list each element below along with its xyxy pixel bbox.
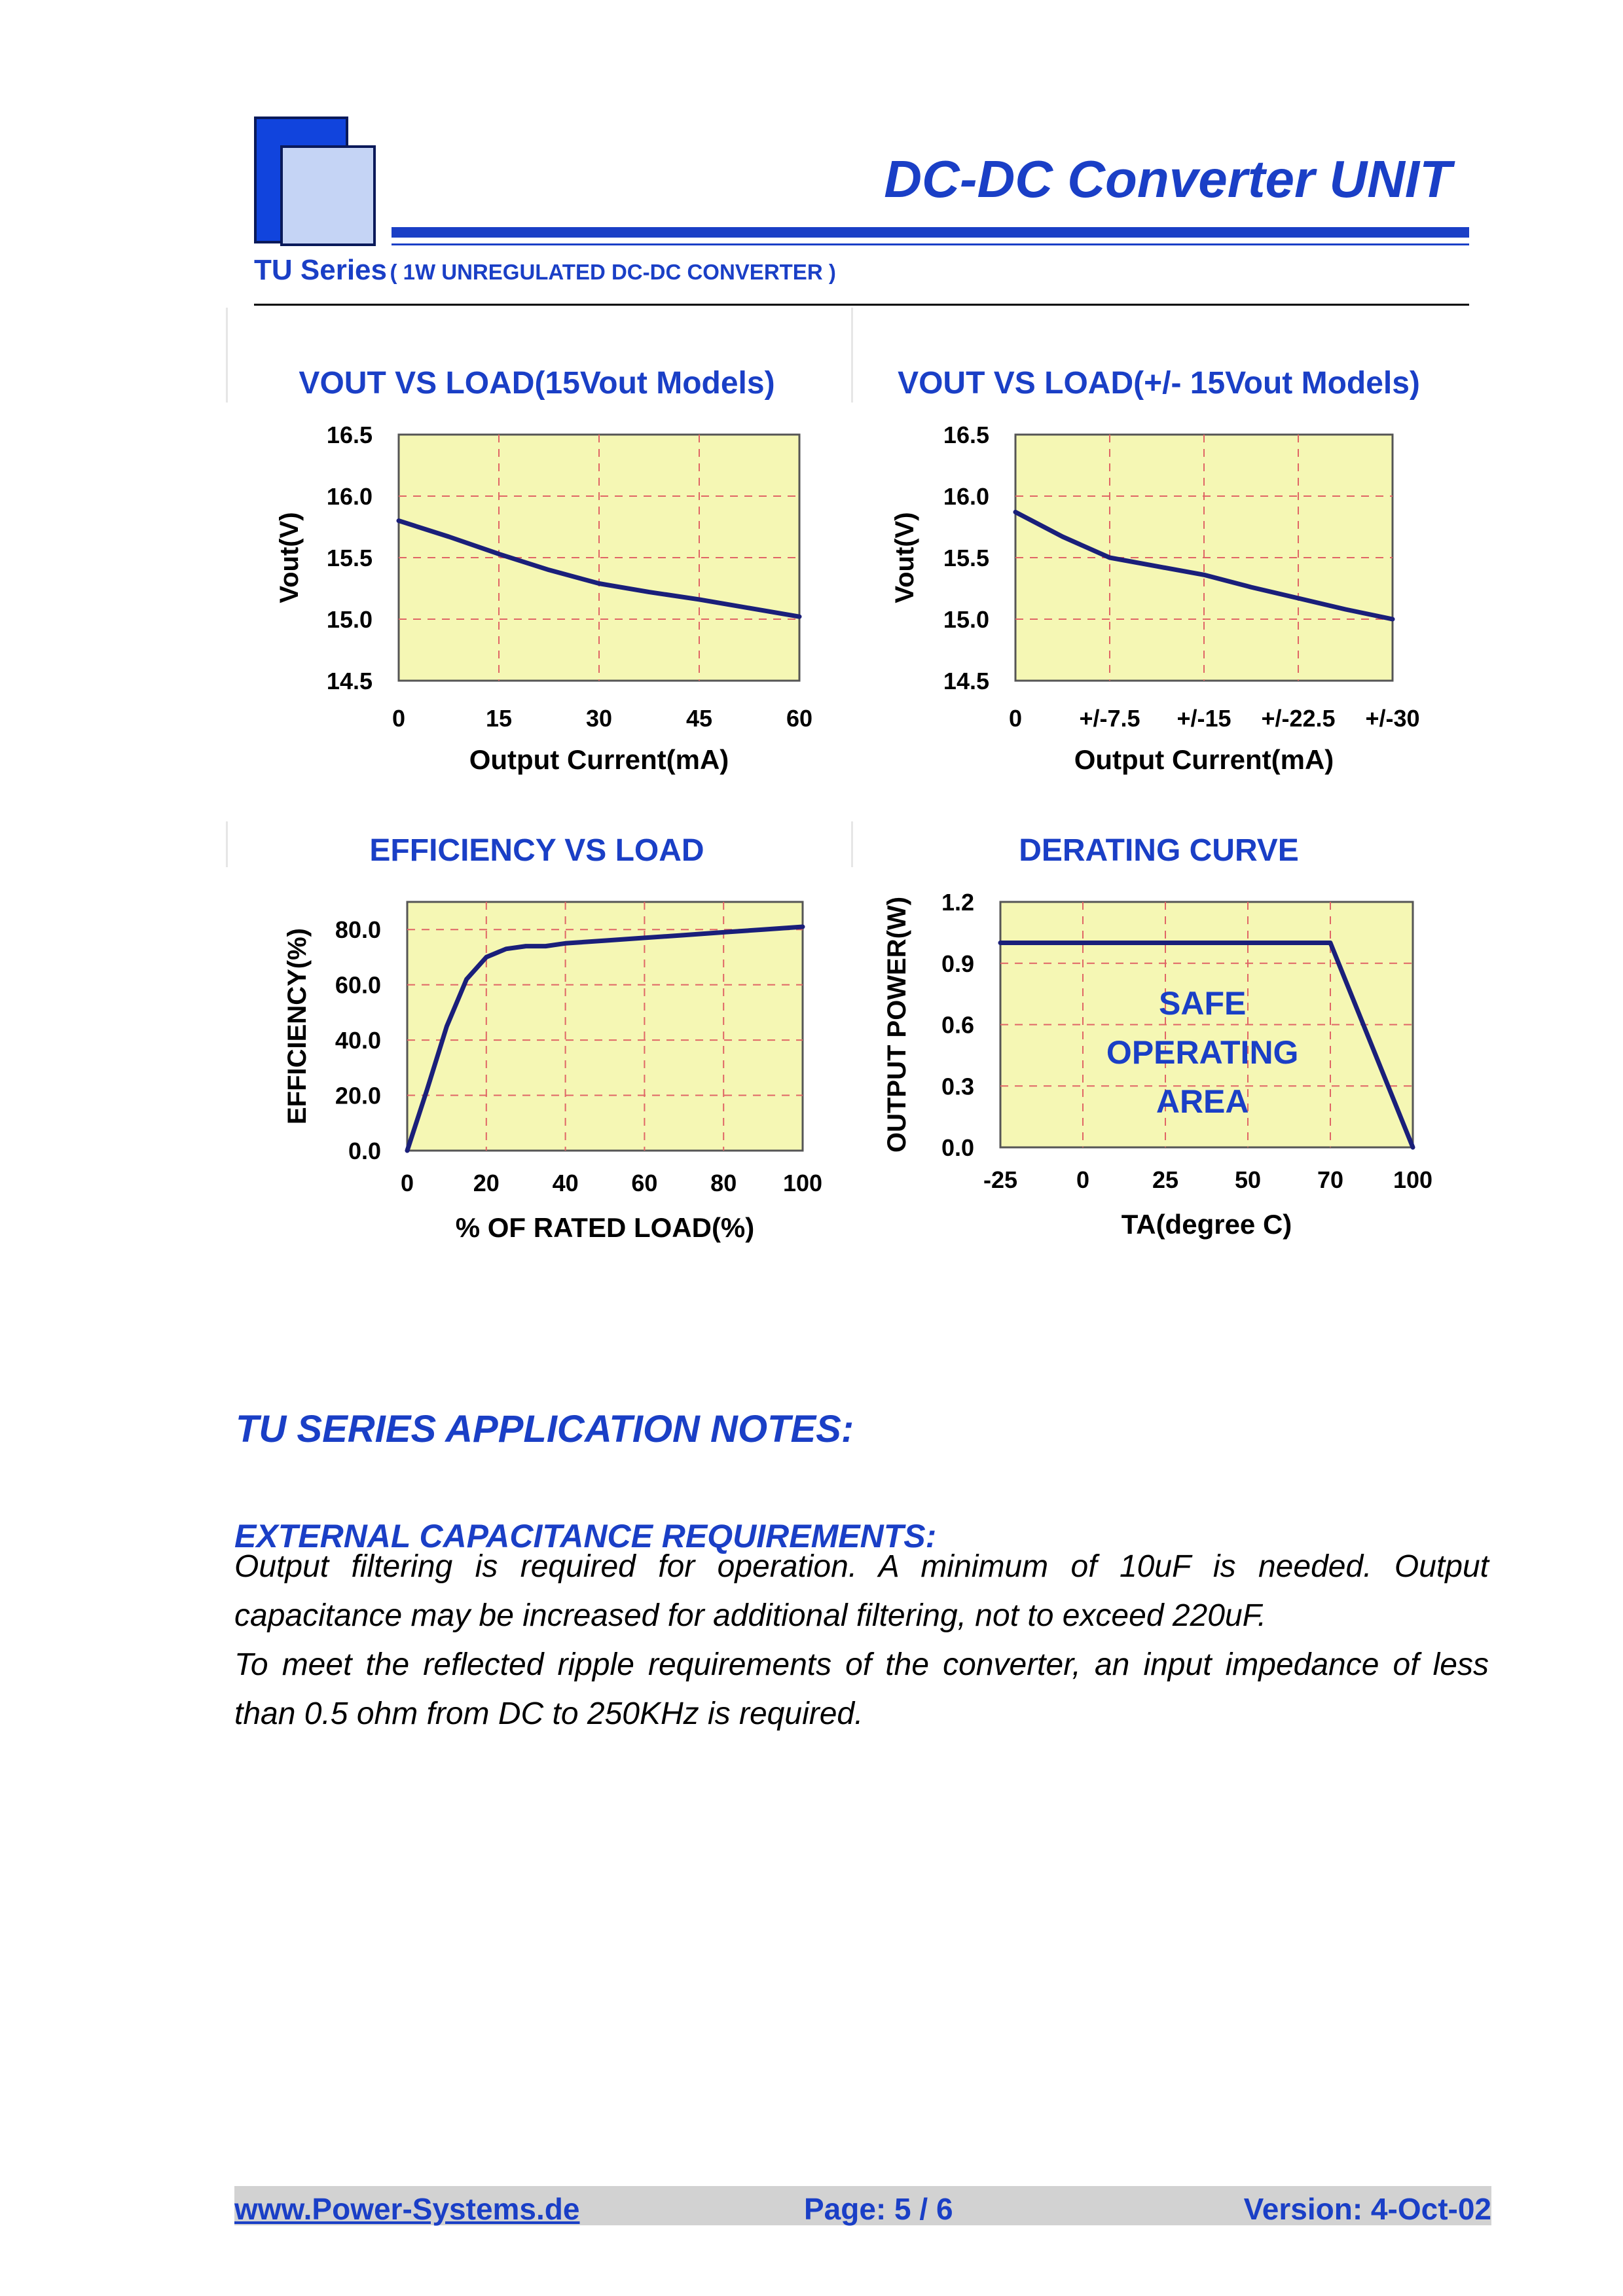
x-tick-label: 25 — [1152, 1166, 1179, 1193]
x-tick-label: +/-22.5 — [1261, 705, 1336, 732]
x-axis-label: Output Current(mA) — [469, 744, 729, 775]
y-axis-label: Vout(V) — [890, 512, 919, 603]
y-tick-label: 14.5 — [943, 668, 989, 694]
x-tick-label: 70 — [1317, 1166, 1344, 1193]
y-tick-label: 14.5 — [326, 668, 373, 694]
footer-bar — [234, 2186, 1491, 2225]
notes-subtitle: EXTERNAL CAPACITANCE REQUIREMENTS: — [234, 1518, 937, 1554]
notes-paragraph-2: To meet the reflected ripple requirements of the converter, an input impedance of less than 0.5 ohm from DC to 250KHz is required. — [234, 1647, 1489, 1731]
x-tick-label: 60 — [786, 705, 813, 732]
y-tick-label: 15.5 — [943, 545, 989, 571]
chart-title: VOUT VS LOAD(+/- 15Vout Models) — [898, 366, 1420, 401]
document-title: DC-DC Converter UNIT — [884, 150, 1451, 208]
x-tick-label: 40 — [552, 1170, 579, 1196]
page-number: Page: 5 / 6 — [804, 2192, 953, 2226]
series-name: TU Series — [254, 254, 387, 286]
y-tick-label: 1.2 — [941, 889, 974, 916]
y-axis-label: EFFICIENCY(%) — [283, 928, 312, 1124]
y-tick-label: 0.0 — [941, 1134, 974, 1161]
x-tick-label: -25 — [983, 1166, 1018, 1193]
x-tick-label: 50 — [1234, 1166, 1262, 1193]
annotation-label: SAFE — [1159, 985, 1247, 1022]
y-tick-label: 16.0 — [943, 483, 989, 510]
y-tick-label: 15.0 — [326, 606, 373, 633]
y-tick-label: 15.5 — [326, 545, 373, 571]
annotation-label: AREA — [1156, 1083, 1249, 1120]
y-tick-label: 40.0 — [335, 1027, 381, 1054]
notes-paragraph-1: Output filtering is required for operation. A minimum of 10uF is needed. Output capacitance may be increased for additional filtering, not to exceed 220uF. — [234, 1549, 1489, 1633]
x-tick-label: 15 — [485, 705, 513, 732]
chart-title: DERATING CURVE — [1019, 833, 1299, 868]
y-axis-label: Vout(V) — [275, 512, 304, 603]
chart-title: EFFICIENCY VS LOAD — [369, 833, 704, 868]
x-axis-label: % OF RATED LOAD(%) — [455, 1212, 755, 1243]
x-tick-label: 0 — [1076, 1166, 1090, 1193]
y-tick-label: 0.6 — [941, 1011, 974, 1039]
x-tick-label: +/-30 — [1365, 705, 1420, 732]
x-tick-label: 30 — [585, 705, 613, 732]
y-tick-label: 16.5 — [326, 422, 373, 448]
y-tick-label: 0.3 — [941, 1073, 974, 1100]
y-axis-label: OUTPUT POWER(W) — [883, 896, 911, 1153]
y-tick-label: 0.9 — [941, 950, 974, 977]
version-text: Version: 4-Oct-02 — [1243, 2192, 1491, 2226]
y-tick-label: 0.0 — [348, 1138, 381, 1164]
x-tick-label: 0 — [392, 705, 406, 732]
x-tick-label: +/-15 — [1176, 705, 1231, 732]
x-tick-label: 60 — [631, 1170, 658, 1196]
y-tick-label: 15.0 — [943, 606, 989, 633]
annotation-label: OPERATING — [1106, 1034, 1299, 1071]
notes-title: TU SERIES APPLICATION NOTES: — [236, 1408, 854, 1450]
x-tick-label: 45 — [685, 705, 713, 732]
website-link[interactable]: www.Power-Systems.de — [234, 2192, 580, 2226]
y-tick-label: 80.0 — [335, 916, 381, 944]
y-tick-label: 16.5 — [943, 422, 989, 448]
x-tick-label: 100 — [1393, 1166, 1433, 1193]
x-tick-label: 100 — [782, 1170, 823, 1196]
x-axis-label: TA(degree C) — [1121, 1209, 1292, 1240]
series-description: ( 1W UNREGULATED DC-DC CONVERTER ) — [390, 260, 836, 284]
x-tick-label: 0 — [1008, 705, 1023, 732]
x-tick-label: 20 — [473, 1170, 500, 1196]
chart-title: VOUT VS LOAD(15Vout Models) — [299, 366, 775, 401]
x-axis-label: Output Current(mA) — [1074, 744, 1334, 775]
x-tick-label: 80 — [710, 1170, 737, 1196]
y-tick-label: 16.0 — [326, 483, 373, 510]
y-tick-label: 60.0 — [335, 971, 381, 999]
x-tick-label: +/-7.5 — [1079, 705, 1140, 732]
y-tick-label: 20.0 — [335, 1082, 381, 1109]
x-tick-label: 0 — [400, 1170, 414, 1196]
